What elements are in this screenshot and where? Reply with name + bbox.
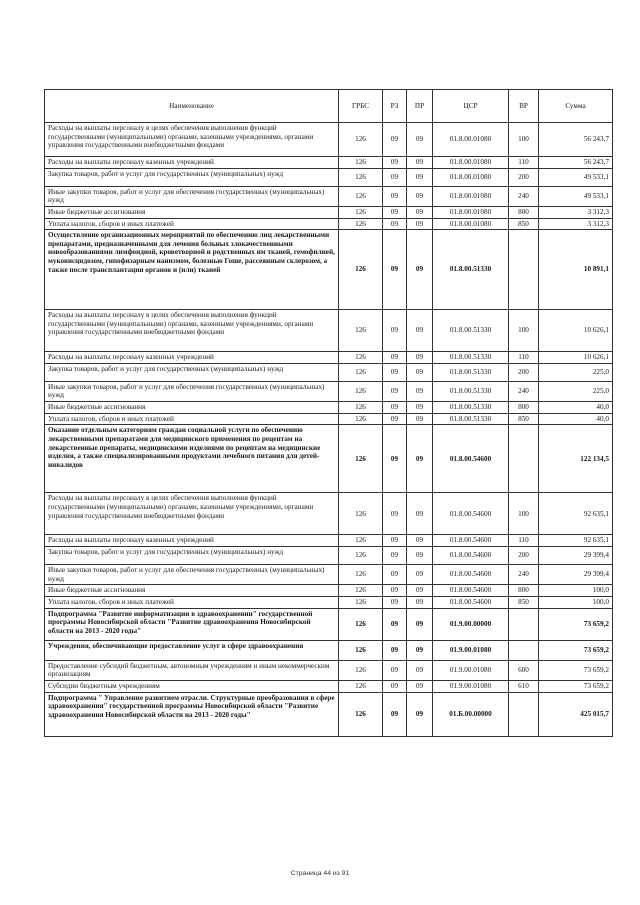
cell-grbs: 126 [339, 413, 383, 425]
cell-pr: 09 [407, 565, 433, 585]
table-body [45, 123, 613, 737]
cell-name: Осуществление организационных мероприятий по обеспечению лиц лекарственными препаратами, предназначенными для лечения больных злокачественными новообразованиями лимфоидной, кроветворной и родственных им тканей, гемофилией, муковисцидозом, гипофизарным нанизмом, болезнью Гоше, рассеянным склерозом, а также после трансплантации органов и (или) тканей [45, 230, 339, 310]
cell-grbs: 126 [339, 168, 383, 186]
table-row [45, 660, 613, 680]
cell-sum: 225,0 [539, 363, 613, 381]
cell-pr: 09 [407, 352, 433, 364]
cell-vr: 200 [509, 168, 539, 186]
cell-pr: 09 [407, 493, 433, 535]
cell-vr [509, 608, 539, 640]
cell-vr: 200 [509, 363, 539, 381]
cell-sum: 100,0 [539, 596, 613, 608]
table-row [45, 402, 613, 414]
cell-rz: 09 [383, 692, 407, 736]
cell-sum: 29 399,4 [539, 547, 613, 565]
cell-sum: 73 659,2 [539, 660, 613, 680]
cell-pr: 09 [407, 218, 433, 230]
cell-csr: 01.8.00.54600 [433, 547, 509, 565]
cell-vr: 850 [509, 596, 539, 608]
cell-sum: 3 312,3 [539, 206, 613, 218]
cell-name: Иные закупки товаров, работ и услуг для обеспечения государственных (муниципальных) нужд [45, 565, 339, 585]
table-row [45, 596, 613, 608]
cell-rz: 09 [383, 186, 407, 206]
cell-vr: 200 [509, 547, 539, 565]
cell-pr: 09 [407, 186, 433, 206]
cell-vr [509, 640, 539, 660]
cell-grbs: 126 [339, 230, 383, 310]
cell-rz: 09 [383, 218, 407, 230]
header-grbs: ГРБС [339, 90, 383, 123]
cell-sum: 49 533,1 [539, 168, 613, 186]
table-row [45, 413, 613, 425]
cell-sum: 10 626,1 [539, 352, 613, 364]
cell-grbs: 126 [339, 381, 383, 401]
cell-rz: 09 [383, 547, 407, 565]
cell-csr: 01.8.00.54600 [433, 535, 509, 547]
cell-rz: 09 [383, 660, 407, 680]
cell-csr: 01.Б.00.00000 [433, 692, 509, 736]
cell-vr: 800 [509, 585, 539, 597]
cell-rz: 09 [383, 413, 407, 425]
cell-name: Уплата налогов, сборов и иных платежей [45, 413, 339, 425]
cell-name: Расходы на выплаты персоналу казенных учреждений [45, 157, 339, 169]
cell-pr: 09 [407, 310, 433, 352]
cell-name: Расходы на выплаты персоналу в целях обеспечения выполнения функций государственными (муниципальными) органами, казенными учреждениями, органами управления государственными внебюджетными фондами [45, 310, 339, 352]
cell-pr: 09 [407, 585, 433, 597]
cell-vr: 240 [509, 565, 539, 585]
table-row [45, 218, 613, 230]
cell-name: Предоставление субсидий бюджетным, автономным учреждениям и иным некоммерческим организациям [45, 660, 339, 680]
cell-csr: 01.8.00.54600 [433, 565, 509, 585]
cell-pr: 09 [407, 168, 433, 186]
cell-name: Закупка товаров, работ и услуг для государственных (муниципальных) нужд [45, 363, 339, 381]
cell-sum: 29 399,4 [539, 565, 613, 585]
table-row [45, 310, 613, 352]
cell-grbs: 126 [339, 535, 383, 547]
cell-vr: 240 [509, 381, 539, 401]
cell-name: Расходы на выплаты персоналу в целях обеспечения выполнения функций государственными (муниципальными) органами, казенными учреждениями, органами управления государственными внебюджетными фондами [45, 123, 339, 157]
cell-rz: 09 [383, 381, 407, 401]
cell-name: Субсидии бюджетным учреждениям [45, 680, 339, 692]
cell-pr: 09 [407, 596, 433, 608]
cell-rz: 09 [383, 535, 407, 547]
cell-csr: 01.8.00.51330 [433, 230, 509, 310]
cell-csr: 01.8.00.51330 [433, 381, 509, 401]
cell-vr [509, 425, 539, 493]
cell-vr: 600 [509, 660, 539, 680]
cell-grbs: 126 [339, 363, 383, 381]
header-sum: Сумма [539, 90, 613, 123]
cell-sum: 73 659,2 [539, 640, 613, 660]
cell-csr: 01.8.00.54600 [433, 493, 509, 535]
cell-sum: 73 659,2 [539, 608, 613, 640]
cell-sum: 92 635,1 [539, 535, 613, 547]
table-row [45, 363, 613, 381]
table-row [45, 547, 613, 565]
cell-grbs: 126 [339, 585, 383, 597]
cell-sum: 10 626,1 [539, 310, 613, 352]
cell-name: Уплата налогов, сборов и иных платежей [45, 596, 339, 608]
cell-vr: 100 [509, 123, 539, 157]
cell-vr: 100 [509, 493, 539, 535]
cell-csr: 01.8.00.54600 [433, 596, 509, 608]
cell-sum: 92 635,1 [539, 493, 613, 535]
cell-pr: 09 [407, 547, 433, 565]
cell-grbs: 126 [339, 547, 383, 565]
cell-csr: 01.8.00.01080 [433, 157, 509, 169]
cell-rz: 09 [383, 565, 407, 585]
cell-vr: 800 [509, 402, 539, 414]
cell-name: Иные закупки товаров, работ и услуг для обеспечения государственных (муниципальных) нужд [45, 186, 339, 206]
cell-vr [509, 692, 539, 736]
table-row [45, 425, 613, 493]
cell-rz: 09 [383, 425, 407, 493]
header-csr: ЦСР [433, 90, 509, 123]
cell-vr: 610 [509, 680, 539, 692]
cell-csr: 01.8.00.01080 [433, 206, 509, 218]
cell-rz: 09 [383, 402, 407, 414]
cell-rz: 09 [383, 310, 407, 352]
header-name: Наименование [45, 90, 339, 123]
cell-csr: 01.9.00.01080 [433, 640, 509, 660]
cell-rz: 09 [383, 596, 407, 608]
table-row [45, 168, 613, 186]
cell-name: Иные бюджетные ассигнования [45, 206, 339, 218]
cell-grbs: 126 [339, 352, 383, 364]
cell-grbs: 126 [339, 692, 383, 736]
cell-pr: 09 [407, 230, 433, 310]
cell-pr: 09 [407, 363, 433, 381]
cell-csr: 01.8.00.51330 [433, 402, 509, 414]
table-row [45, 493, 613, 535]
cell-pr: 09 [407, 660, 433, 680]
cell-grbs: 126 [339, 186, 383, 206]
table-row [45, 692, 613, 736]
cell-pr: 09 [407, 402, 433, 414]
cell-pr: 09 [407, 535, 433, 547]
cell-csr: 01.8.00.01080 [433, 186, 509, 206]
cell-grbs: 126 [339, 310, 383, 352]
cell-csr: 01.8.00.51330 [433, 413, 509, 425]
cell-sum: 56 243,7 [539, 157, 613, 169]
cell-grbs: 126 [339, 218, 383, 230]
cell-csr: 01.8.00.01080 [433, 123, 509, 157]
cell-rz: 09 [383, 352, 407, 364]
cell-name: Иные бюджетные ассигнования [45, 585, 339, 597]
cell-name: Учреждения, обеспечивающие предоставление услуг в сфере здравоохранения [45, 640, 339, 660]
header-rz: РЗ [383, 90, 407, 123]
cell-sum: 40,0 [539, 413, 613, 425]
cell-grbs: 126 [339, 123, 383, 157]
cell-name: Подпрограмма " Управление развитием отрасли. Структурные преобразования в сфере здравоохранения" государственной программы Новосибирской области "Развитие здравоохранения Новосибирской области на 2013 - 2020 годы" [45, 692, 339, 736]
cell-name: Расходы на выплаты персоналу казенных учреждений [45, 352, 339, 364]
cell-rz: 09 [383, 493, 407, 535]
cell-grbs: 126 [339, 640, 383, 660]
cell-sum: 225,0 [539, 381, 613, 401]
cell-grbs: 126 [339, 157, 383, 169]
cell-sum: 3 312,3 [539, 218, 613, 230]
cell-vr: 800 [509, 206, 539, 218]
cell-pr: 09 [407, 413, 433, 425]
cell-csr: 01.8.00.54600 [433, 425, 509, 493]
cell-vr [509, 230, 539, 310]
cell-vr: 110 [509, 535, 539, 547]
cell-rz: 09 [383, 585, 407, 597]
cell-csr: 01.8.00.51330 [433, 310, 509, 352]
cell-pr: 09 [407, 157, 433, 169]
cell-sum: 49 533,1 [539, 186, 613, 206]
cell-grbs: 126 [339, 425, 383, 493]
table-row [45, 123, 613, 157]
header-pr: ПР [407, 90, 433, 123]
cell-csr: 01.9.00.01080 [433, 660, 509, 680]
table-row [45, 608, 613, 640]
cell-sum: 56 243,7 [539, 123, 613, 157]
cell-csr: 01.8.00.01080 [433, 168, 509, 186]
cell-csr: 01.8.00.01080 [433, 218, 509, 230]
cell-pr: 09 [407, 425, 433, 493]
cell-vr: 850 [509, 218, 539, 230]
cell-rz: 09 [383, 680, 407, 692]
table-row [45, 585, 613, 597]
cell-csr: 01.8.00.51330 [433, 363, 509, 381]
page-number: Страница 44 из 91 [290, 870, 350, 877]
cell-sum: 10 891,1 [539, 230, 613, 310]
table-row [45, 680, 613, 692]
cell-grbs: 126 [339, 660, 383, 680]
cell-name: Расходы на выплаты персоналу в целях обеспечения выполнения функций государственными (муниципальными) органами, казенными учреждениями, органами управления государственными внебюджетными фондами [45, 493, 339, 535]
cell-sum: 122 134,5 [539, 425, 613, 493]
table-row [45, 352, 613, 364]
cell-vr: 110 [509, 352, 539, 364]
cell-sum: 40,0 [539, 402, 613, 414]
cell-name: Расходы на выплаты персоналу казенных учреждений [45, 535, 339, 547]
cell-pr: 09 [407, 206, 433, 218]
cell-rz: 09 [383, 363, 407, 381]
cell-name: Закупка товаров, работ и услуг для государственных (муниципальных) нужд [45, 168, 339, 186]
cell-grbs: 126 [339, 565, 383, 585]
header-vr: ВР [509, 90, 539, 123]
table-row [45, 535, 613, 547]
cell-name: Подпрограмма "Развитие информатизации в здравоохранении" государственной программы Новосибирской области "Развитие здравоохранения Новосибирской области на 2013 - 2020 годы" [45, 608, 339, 640]
cell-pr: 09 [407, 381, 433, 401]
cell-vr: 100 [509, 310, 539, 352]
cell-grbs: 126 [339, 402, 383, 414]
table-row [45, 157, 613, 169]
budget-table [44, 89, 613, 737]
cell-sum: 425 015,7 [539, 692, 613, 736]
cell-grbs: 126 [339, 596, 383, 608]
cell-vr: 110 [509, 157, 539, 169]
table-row [45, 640, 613, 660]
cell-sum: 100,0 [539, 585, 613, 597]
cell-csr: 01.9.00.00000 [433, 608, 509, 640]
cell-grbs: 126 [339, 680, 383, 692]
cell-rz: 09 [383, 206, 407, 218]
cell-rz: 09 [383, 608, 407, 640]
cell-pr: 09 [407, 608, 433, 640]
cell-pr: 09 [407, 692, 433, 736]
cell-name: Иные закупки товаров, работ и услуг для обеспечения государственных (муниципальных) нужд [45, 381, 339, 401]
cell-vr: 850 [509, 413, 539, 425]
table-row [45, 186, 613, 206]
table-row [45, 565, 613, 585]
cell-pr: 09 [407, 640, 433, 660]
cell-sum: 73 659,2 [539, 680, 613, 692]
cell-rz: 09 [383, 123, 407, 157]
cell-pr: 09 [407, 680, 433, 692]
cell-vr: 240 [509, 186, 539, 206]
cell-pr: 09 [407, 123, 433, 157]
cell-name: Оказание отдельным категориям граждан социальной услуги по обеспечению лекарственными препаратами для медицинского применения по рецептам на лекарственные препараты, медицинскими изделиями по рецептам на медицинские изделия, а также специализированными продуктами лечебного питания для детей-инвалидов [45, 425, 339, 493]
cell-name: Закупка товаров, работ и услуг для государственных (муниципальных) нужд [45, 547, 339, 565]
cell-rz: 09 [383, 157, 407, 169]
cell-grbs: 126 [339, 206, 383, 218]
cell-rz: 09 [383, 168, 407, 186]
cell-rz: 09 [383, 640, 407, 660]
cell-name: Уплата налогов, сборов и иных платежей [45, 218, 339, 230]
cell-grbs: 126 [339, 493, 383, 535]
table-row [45, 230, 613, 310]
cell-grbs: 126 [339, 608, 383, 640]
cell-rz: 09 [383, 230, 407, 310]
table-header-row [45, 90, 613, 123]
cell-csr: 01.8.00.51330 [433, 352, 509, 364]
table-row [45, 381, 613, 401]
cell-csr: 01.8.00.54600 [433, 585, 509, 597]
cell-csr: 01.9.00.01080 [433, 680, 509, 692]
cell-name: Иные бюджетные ассигнования [45, 402, 339, 414]
table-row [45, 206, 613, 218]
